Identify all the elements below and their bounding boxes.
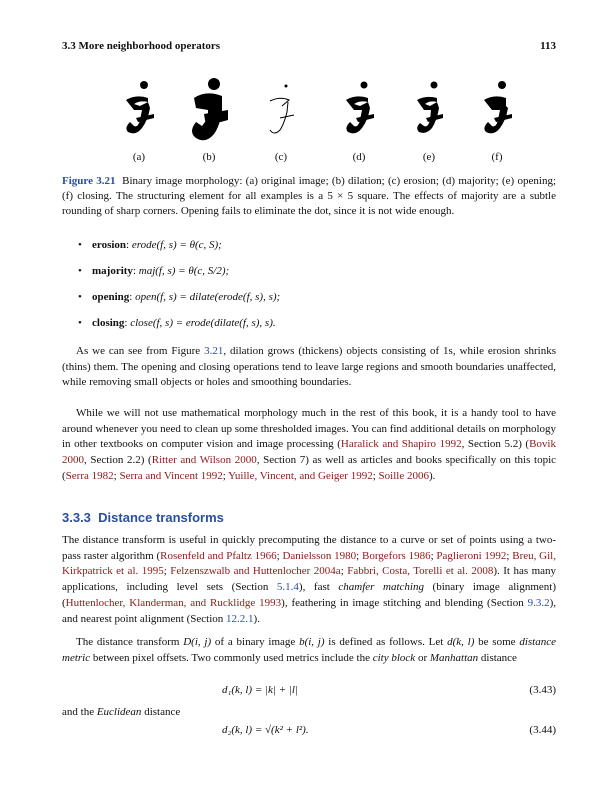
text: The distance transform xyxy=(76,636,184,648)
paragraph-dilation-erosion xyxy=(62,344,556,391)
subfigure-label: (a) xyxy=(132,151,146,163)
paragraph-distance-definition xyxy=(62,635,556,666)
glyph-original xyxy=(114,76,164,146)
citation-link[interactable]: Breu, Gil, Kirkpatrick et al. 1995 xyxy=(62,549,556,578)
text: ; xyxy=(113,469,120,482)
glyph-majority xyxy=(334,76,384,146)
text: , Section 7) as well as articles and books specifically on this topic ( xyxy=(62,454,557,482)
text: ; xyxy=(163,565,171,578)
text: distance xyxy=(478,651,517,664)
equation-3-44 xyxy=(62,724,556,742)
equation-expression: d₂(k, l) = √(k² + l²). xyxy=(222,724,309,736)
citation-link[interactable]: Fabbri, Costa, Torelli et al. 2008 xyxy=(347,565,494,578)
emphasis: city block xyxy=(372,651,416,664)
citation-link[interactable]: Paglieroni 1992 xyxy=(436,549,507,562)
citation-link[interactable]: Haralick and Shapiro 1992 xyxy=(340,438,462,451)
text: The distance transform is useful in quickly precomputing the distance to a curve or set of points using a two-pass raster algorithm ( xyxy=(62,534,556,562)
text: is defined as follows. Let xyxy=(324,636,448,648)
text: ), and nearest point alignment (Section xyxy=(62,596,556,625)
equation-number: (3.44) xyxy=(529,724,556,736)
bullet-term: majority xyxy=(92,265,133,277)
bullet-term: closing xyxy=(92,317,125,329)
text: , dilation grows (thickens) objects consisting of 1s, while erosion shrinks (thins) them. The opening and closing operations tend to leave large regions and smooth boundaries unaffected, while removing small objects or holes and smoothing boundaries. xyxy=(62,345,557,389)
list-item: • majority: maj(f, s) = θ(c, S/2); xyxy=(78,265,230,277)
emphasis: distance metric xyxy=(62,636,556,664)
page xyxy=(62,0,556,800)
bullet-formula: erode(f, s) = θ(c, S); xyxy=(131,239,222,251)
equation-3-43 xyxy=(62,684,556,702)
glyph-dilation xyxy=(184,76,234,146)
math: b(i, j) xyxy=(299,636,325,648)
text: As we can see from Figure xyxy=(76,345,205,357)
section-heading xyxy=(62,510,224,525)
subfigure-label: (f) xyxy=(491,151,503,163)
citation-link[interactable]: Yuille, Vincent, and Geiger 1992 xyxy=(228,469,373,482)
text: of a binary image xyxy=(211,636,300,648)
equation-number: (3.43) xyxy=(529,684,556,696)
section-number: 3.3.3 xyxy=(62,510,91,525)
text: ). xyxy=(428,469,436,482)
math: d(k, l) xyxy=(447,636,475,648)
section-title: Distance transforms xyxy=(98,510,224,525)
emphasis: chamfer matching xyxy=(338,581,424,594)
text: ; xyxy=(506,549,513,562)
figure-caption-label: Figure 3.21 xyxy=(62,175,116,187)
text: ; xyxy=(340,565,348,578)
emphasis: Euclidean xyxy=(96,706,142,718)
subfigure-label: (e) xyxy=(422,151,436,163)
running-header xyxy=(62,40,556,52)
paragraph-morphology-references xyxy=(62,406,556,485)
text: , Section 5.2) ( xyxy=(461,438,530,451)
citation-link[interactable]: Serra and Vincent 1992 xyxy=(119,469,223,482)
citation-link[interactable]: Ritter and Wilson 2000 xyxy=(151,454,257,467)
section-link[interactable]: 9.3.2 xyxy=(527,596,550,609)
subfigure-label: (c) xyxy=(274,151,288,163)
bullet-formula: close(f, s) = erode(dilate(f, s), s). xyxy=(130,317,276,329)
paragraph-euclidean xyxy=(62,705,556,721)
paragraph-distance-transform-intro xyxy=(62,533,556,627)
text: While we will not use mathematical morphology much in the rest of this book, it is a handy tool to have around whenever you need to clean up some thresholded images. You can find additional details on morphology in other textbooks on computer vision and image processing ( xyxy=(62,407,556,451)
list-item: • opening: open(f, s) = dilate(erode(f, s), s); xyxy=(78,291,281,303)
subfigure-label: (d) xyxy=(352,151,366,163)
list-item: • erosion: erode(f, s) = θ(c, S); xyxy=(78,239,222,251)
math: D(i, j) xyxy=(183,636,212,648)
text: ; xyxy=(430,549,437,562)
subfigure-label: (b) xyxy=(202,151,216,163)
citation-link[interactable]: Bovik 2000 xyxy=(62,438,556,467)
citation-link[interactable]: Borgefors 1986 xyxy=(362,549,431,562)
text: distance xyxy=(141,706,181,718)
figure-link[interactable]: 3.21 xyxy=(204,345,224,357)
header-section: 3.3 More neighborhood operators xyxy=(62,40,221,52)
morphology-bullet-list xyxy=(78,238,548,342)
citation-link[interactable]: Danielsson 1980 xyxy=(282,549,357,562)
text: ; xyxy=(356,549,362,562)
glyph-opening xyxy=(404,76,454,146)
text: ). xyxy=(253,612,260,625)
text: (binary image alignment) ( xyxy=(62,581,557,609)
text: , Section 2.2) ( xyxy=(84,454,152,467)
bullet-formula: open(f, s) = dilate(erode(f, s), s); xyxy=(135,291,281,303)
text: ; xyxy=(372,469,379,482)
text: ). It has many applications, including level sets (Section xyxy=(62,565,557,594)
figure-3-21 xyxy=(62,76,556,166)
bullet-formula: maj(f, s) = θ(c, S/2); xyxy=(138,265,230,277)
text: between pixel offsets. Two commonly used metrics include the xyxy=(90,651,373,664)
figure-caption-text: Binary image morphology: (a) original image; (b) dilation; (c) erosion; (d) majority; (e) opening; (f) closing. The structuring element for all examples is a 5 × 5 square. The effects of majority are a subtle rounding of sharp corners. Opening fails to eliminate the dot, since it is not wide enough. xyxy=(62,175,557,217)
citation-link[interactable]: Huttenlocher, Klanderman, and Rucklidge 1993 xyxy=(65,596,282,609)
emphasis: Manhattan xyxy=(429,651,479,664)
section-link[interactable]: 12.2.1 xyxy=(226,612,254,625)
bullet-term: erosion xyxy=(92,239,127,251)
list-item: • closing: close(f, s) = erode(dilate(f, s), s). xyxy=(78,317,276,329)
text: ; xyxy=(222,469,229,482)
page-number: 113 xyxy=(540,40,556,52)
text: be some xyxy=(474,636,520,648)
glyph-erosion xyxy=(256,76,306,146)
glyph-closing xyxy=(472,76,522,146)
text: ), fast xyxy=(298,581,339,594)
section-link[interactable]: 5.1.4 xyxy=(276,581,299,594)
figure-caption xyxy=(62,174,556,219)
text: or xyxy=(415,651,430,664)
text: ), feathering in image stitching and blending (Section xyxy=(281,596,528,609)
citation-link[interactable]: Rosenfeld and Pfaltz 1966 xyxy=(160,549,277,562)
text: and the xyxy=(62,706,97,718)
bullet-term: opening xyxy=(92,291,130,303)
citation-link[interactable]: Serra 1982 xyxy=(65,469,114,482)
citation-link[interactable]: Soille 2006 xyxy=(378,469,429,482)
citation-link[interactable]: Felzenszwalb and Huttenlocher 2004a xyxy=(170,565,341,578)
equation-expression: d₁(k, l) = |k| + |l| xyxy=(222,684,298,696)
text: ; xyxy=(276,549,283,562)
